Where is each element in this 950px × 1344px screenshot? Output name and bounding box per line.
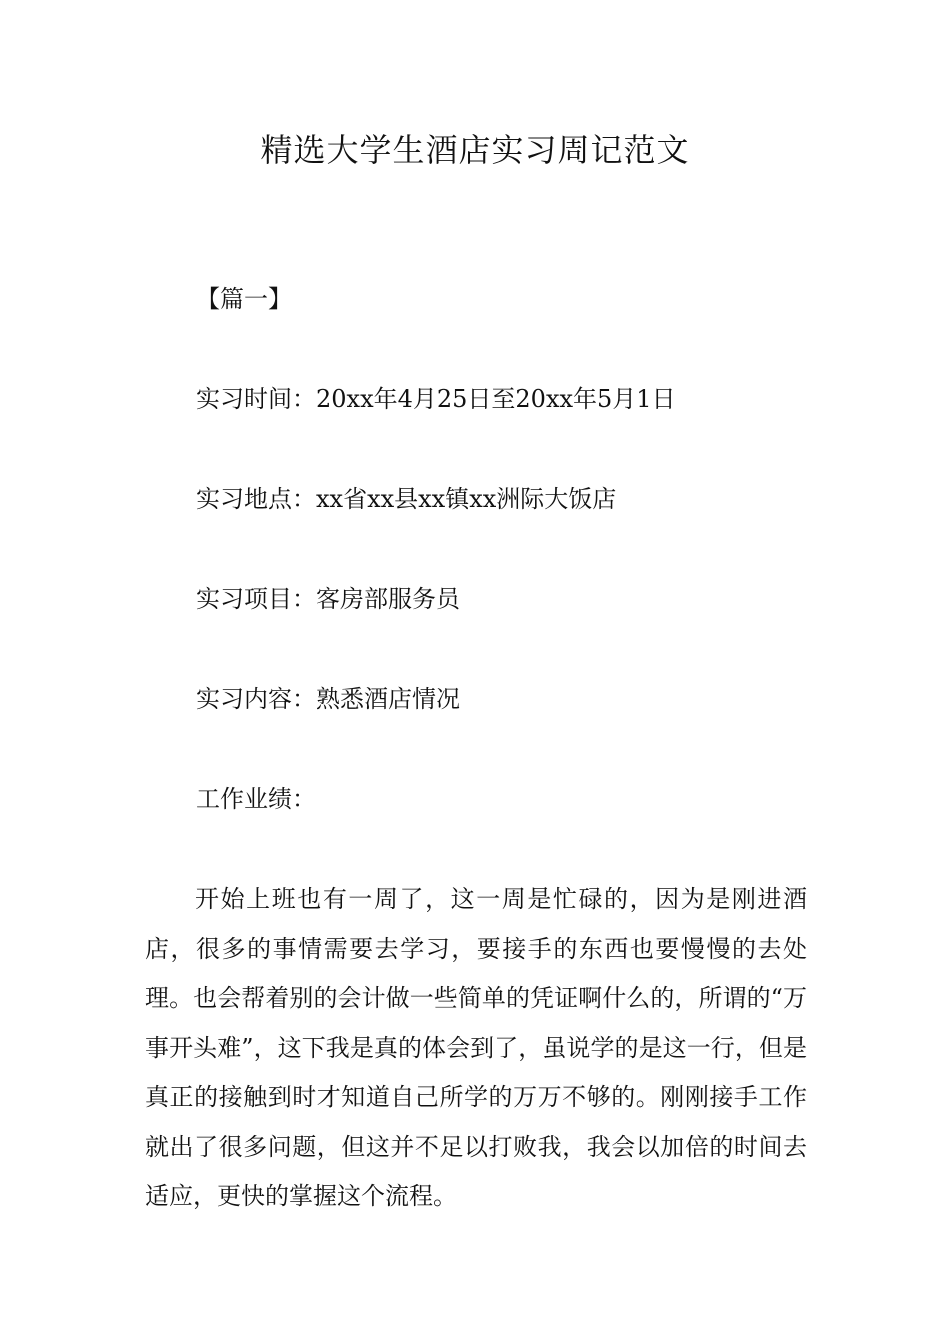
field-internship-time: 实习时间：20xx年4月25日至20xx年5月1日	[196, 385, 676, 413]
section-label: 【篇一】	[196, 285, 292, 313]
field-internship-location: 实习地点：xx省xx县xx镇xx洲际大饭店	[196, 485, 617, 513]
field-internship-content: 实习内容：熟悉酒店情况	[196, 685, 460, 713]
body-paragraph: 开始上班也有一周了，这一周是忙碌的，因为是刚进酒店，很多的事情需要去学习，要接手的东西也要慢慢的去处理。也会帮着别的会计做一些简单的凭证啊什么的，所谓的“万事开头难”，这下我是真的体会到了，虽说学的是这一行，但是真正的接触到时才知道自己所学的万万不够的。刚刚接手工作就出了很多问题，但这并不足以打败我，我会以加倍的时间去适应，更快的掌握这个流程。	[145, 885, 807, 1210]
field-work-performance: 工作业绩：	[196, 785, 316, 813]
field-internship-project: 实习项目：客房部服务员	[196, 585, 460, 613]
document-title: 精选大学生酒店实习周记范文	[260, 131, 690, 169]
